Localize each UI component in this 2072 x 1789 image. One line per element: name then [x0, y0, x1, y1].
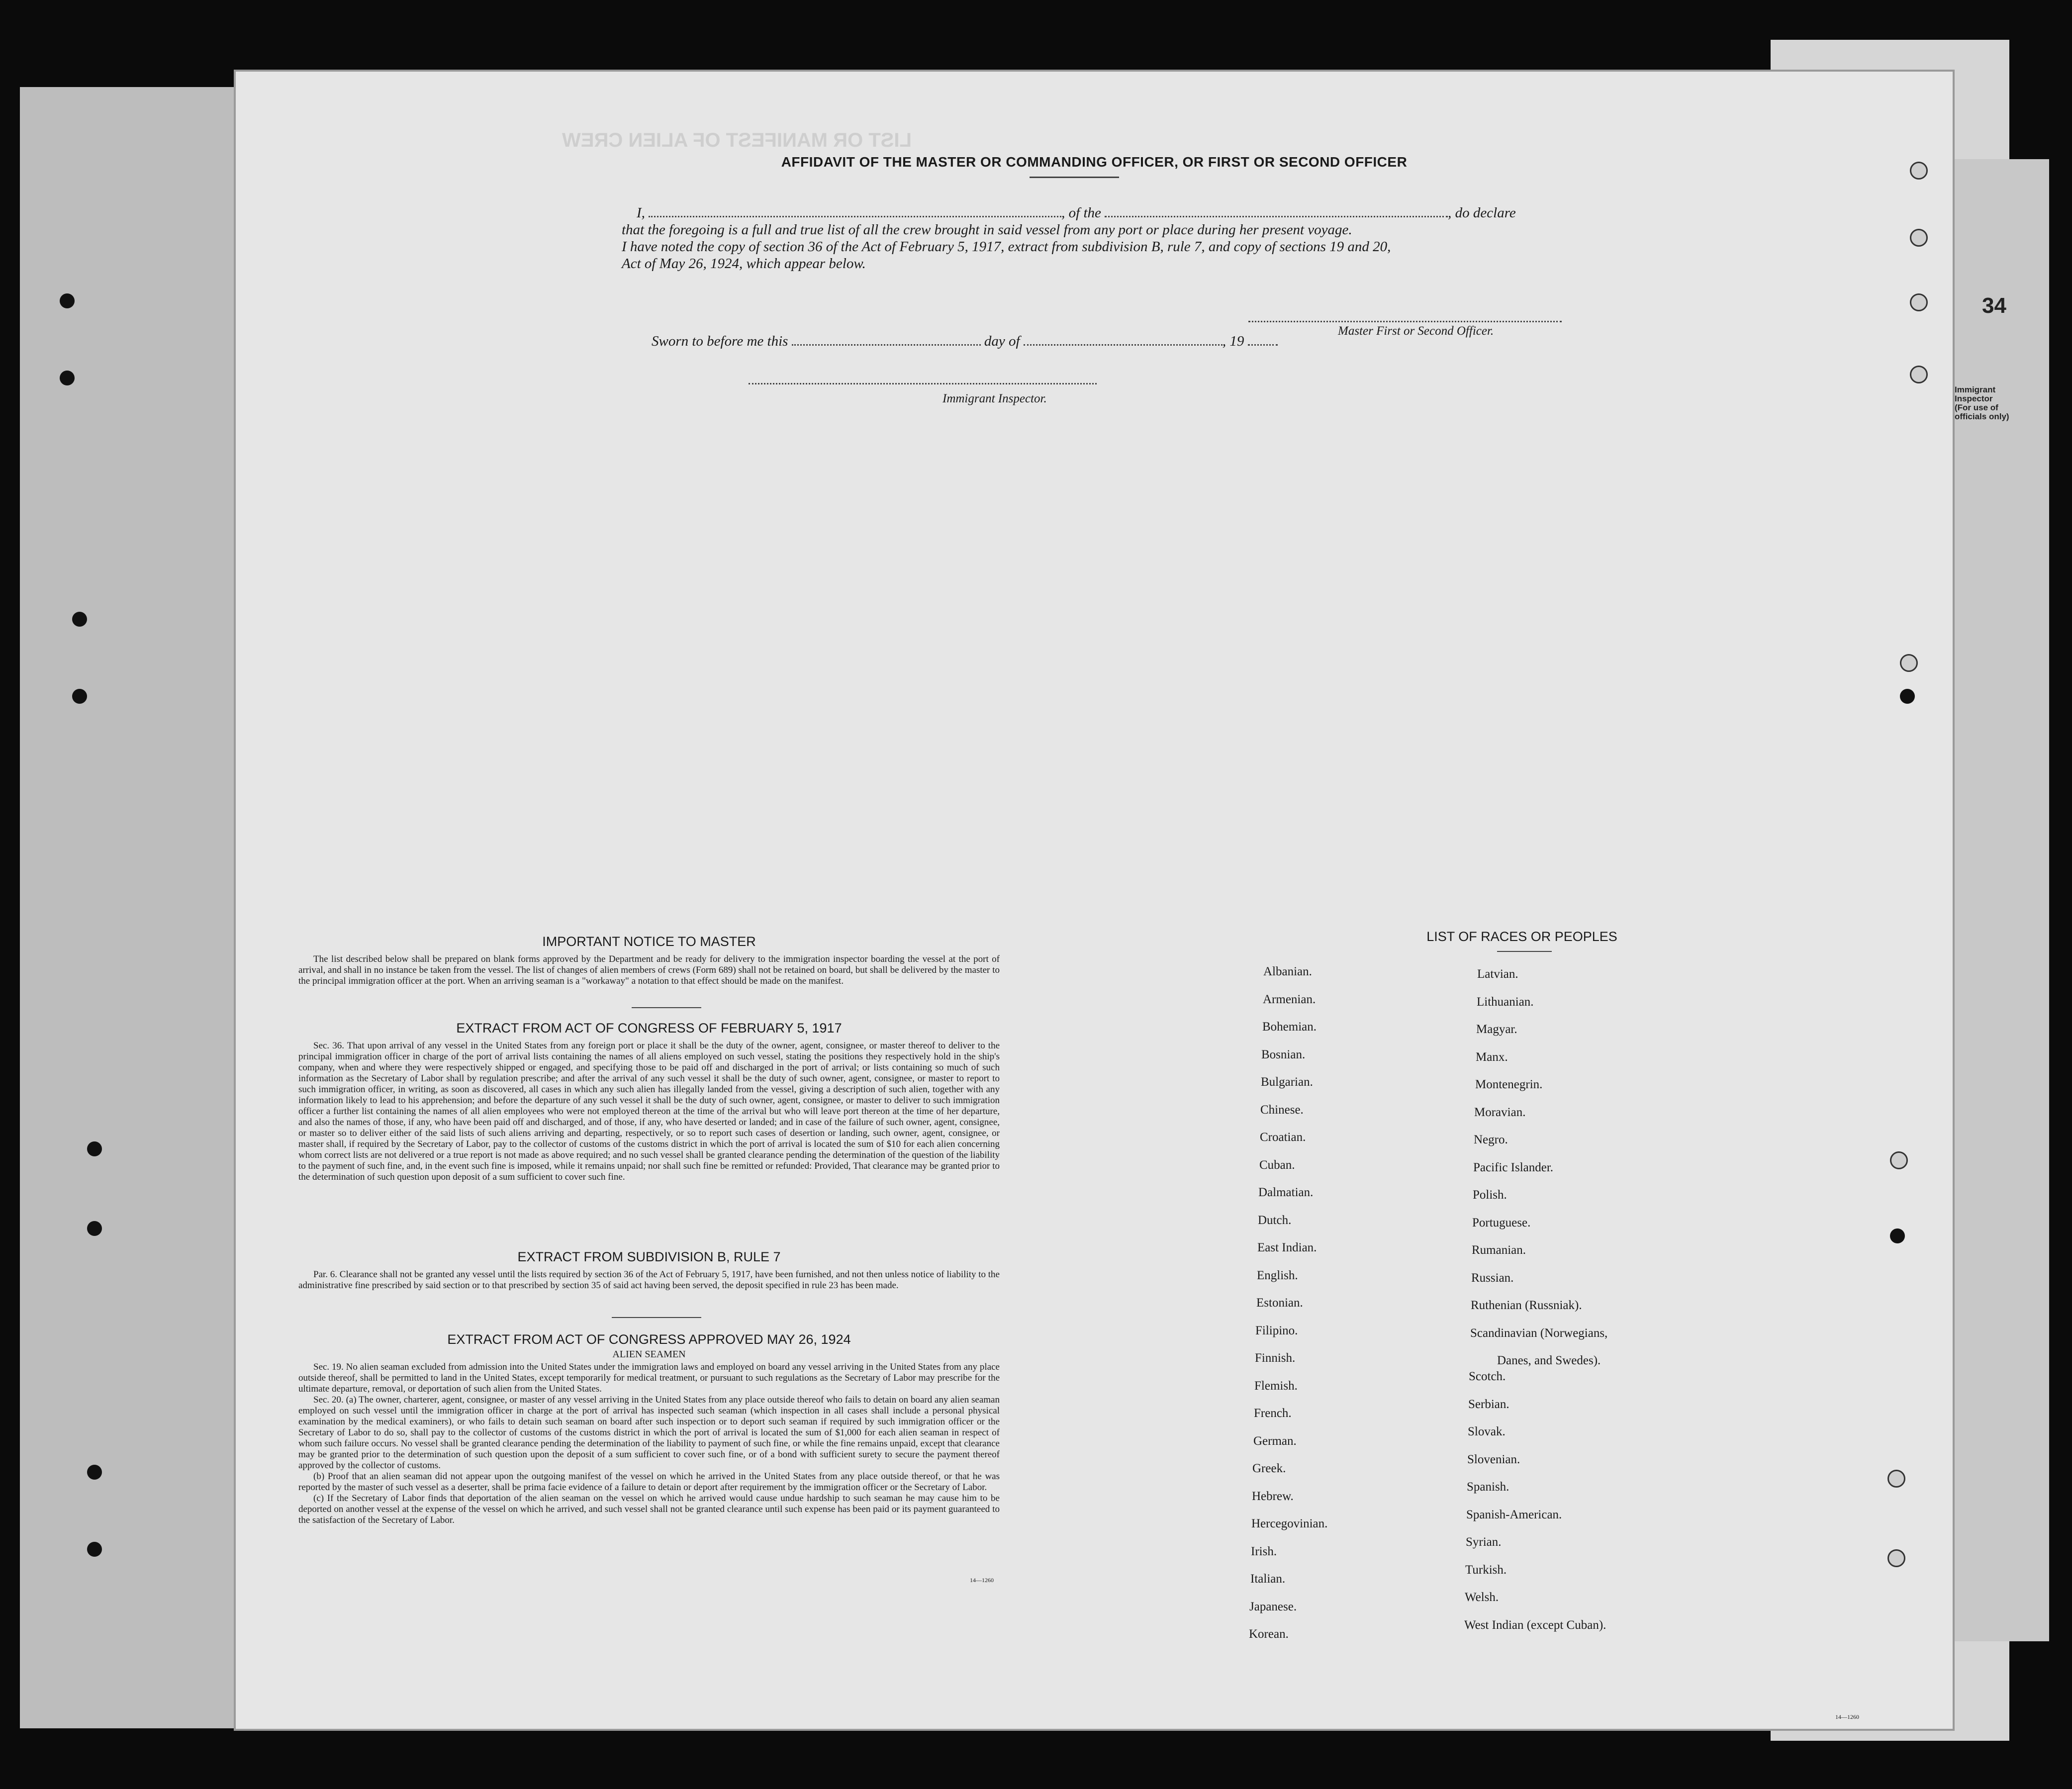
binder-hole-icon: [87, 1141, 102, 1156]
binder-hole-icon: [1900, 654, 1918, 672]
race-item: Croatian.: [1260, 1130, 1306, 1144]
underlying-page-edge: [1950, 159, 2049, 1641]
races-column-1: [1249, 965, 1442, 1741]
race-item: English.: [1257, 1268, 1298, 1282]
race-item: Italian.: [1250, 1572, 1286, 1586]
race-item: Cuban.: [1259, 1158, 1295, 1172]
notice-title: IMPORTANT NOTICE TO MASTER: [542, 934, 756, 949]
sec19-text: Sec. 19. No alien seaman excluded from admission into the United States under the immigration laws and employed on board any vessel arriving in the United States from any place outside thereof, shall be permitted to land in the United States, except temporarily for medical treatment, or pursuant to such regulations as the Secretary of Labor may prescribe for the ultimate departure, removal, or deportation of such alien from the United States.: [298, 1362, 1000, 1394]
binder-hole-icon: [87, 1542, 102, 1557]
title-rule: [1030, 177, 1119, 178]
race-item: Moravian.: [1474, 1105, 1526, 1119]
races-rule: [1497, 951, 1552, 952]
binder-hole-icon: [72, 689, 87, 704]
extract-1924-subtitle: ALIEN SEAMEN: [612, 1349, 686, 1360]
underlying-page-left: [20, 87, 254, 1728]
binder-hole-icon: [72, 612, 87, 627]
day-of-label: day of: [984, 333, 1020, 349]
binder-hole-icon: [60, 371, 75, 385]
race-item: Welsh.: [1465, 1591, 1499, 1604]
race-item: Serbian.: [1468, 1397, 1509, 1411]
race-item: Turkish.: [1465, 1563, 1507, 1577]
race-item: Irish.: [1251, 1544, 1277, 1558]
binder-hole-icon: [1890, 1151, 1908, 1169]
race-item: Ruthenian (Russniak).: [1471, 1299, 1582, 1312]
binder-hole-icon: [1910, 293, 1928, 311]
binder-hole-icon: [60, 293, 75, 308]
race-item: Bulgarian.: [1261, 1075, 1313, 1089]
binder-hole-icon: [87, 1221, 102, 1236]
race-item: Portuguese.: [1472, 1216, 1531, 1229]
master-signature-label: Master First or Second Officer.: [1338, 324, 1494, 338]
sec20a-text: Sec. 20. (a) The owner, charterer, agent, consignee, or master of any vessel arriving in the United States from any place outside thereof who fails to detain on board any alien seaman employed on such vessel until the immigration officer in charge at the port of arrival has inspected such seaman (which inspection in all cases shall include a personal physical examination by the medical examiners), or who fails to detain such seaman on board after such inspection or to deport such seaman if required by such immigration officer or the Secretary of Labor to do so, shall pay to the collector of customs of the customs district in which the port of arrival is located the sum of $1,000 for each alien seaman in respect of whom such failure occurs. No vessel shall be granted clearance pending the determination of the liability to payment of such fine, or while the fine remains unpaid, except that clearance may be granted prior to the determination of such question upon the deposit of a sum sufficient to cover such fine, or of a bond with sufficient surety to secure the payment thereof approved by the collector of customs.: [298, 1395, 1000, 1471]
race-item: Flemish.: [1254, 1379, 1298, 1393]
race-item: Danes, and Swedes).: [1497, 1354, 1601, 1367]
race-item: Latvian.: [1477, 967, 1518, 981]
of-the-label: , of the: [1061, 205, 1101, 221]
binder-hole-icon: [1887, 1549, 1905, 1567]
race-item: Magyar.: [1476, 1023, 1517, 1036]
race-item: Syrian.: [1466, 1535, 1502, 1549]
race-item: Polish.: [1473, 1188, 1507, 1202]
race-item: Finnish.: [1255, 1351, 1296, 1365]
race-item: Scandinavian (Norwegians,: [1470, 1326, 1608, 1340]
binder-hole-icon: [87, 1465, 102, 1480]
vessel-name-field[interactable]: [1105, 216, 1448, 217]
binder-hole-icon: [1910, 229, 1928, 247]
sworn-line: [652, 333, 1278, 350]
notice-body: The list described below shall be prepared on blank forms approved by the Department and be ready for delivery to the immigration inspector boarding the vessel at the port of arrival, and shall in no instance be taken from the vessel. The list of changes of alien members of crews (Form 689) shall not be retained on board, but shall be delivered by the master to the principal immigration officer at the port. When an arriving seaman is a "workaway" a notation to that effect should be made on the manifest.: [298, 954, 1000, 986]
affidavit-sheet: [234, 70, 1955, 1731]
rule7-rule: [612, 1317, 701, 1318]
extract-1924-body: [298, 1362, 1000, 1526]
master-name-field[interactable]: [649, 216, 1061, 217]
race-item: Dutch.: [1258, 1213, 1292, 1227]
bleed-through: LIST OR MANIFEST OF ALIEN CREW: [562, 129, 912, 151]
year-label: , 19: [1222, 333, 1244, 349]
inspector-label: Immigrant Inspector.: [942, 392, 1047, 405]
master-signature-field[interactable]: [1248, 321, 1562, 322]
edge-number: 34: [1982, 293, 2006, 318]
extract-form-number: 14—1260: [970, 1577, 994, 1584]
extract-1924-title: EXTRACT FROM ACT OF CONGRESS APPROVED MAY 26, 1924: [447, 1332, 851, 1347]
race-item: Hercegovinian.: [1251, 1517, 1328, 1530]
binder-hole-icon: [1890, 1228, 1905, 1243]
races-title: LIST OF RACES OR PEOPLES: [1426, 929, 1617, 944]
race-item: Pacific Islander.: [1473, 1160, 1554, 1174]
race-item: West Indian (except Cuban).: [1464, 1618, 1606, 1632]
race-item: Bohemian.: [1262, 1020, 1317, 1034]
race-item: Albanian.: [1263, 965, 1312, 978]
race-item: Japanese.: [1249, 1600, 1297, 1613]
declaration-line-1: [637, 205, 1516, 221]
sworn-year-field[interactable]: [1248, 344, 1278, 346]
sworn-month-field[interactable]: [1024, 344, 1223, 346]
edge-label: Immigrant Inspector (For use of officials only): [1955, 385, 2009, 421]
race-item: Scotch.: [1469, 1370, 1506, 1383]
sworn-day-field[interactable]: [792, 344, 981, 346]
sworn-label: Sworn to before me this: [652, 333, 788, 349]
race-item: Montenegrin.: [1475, 1078, 1543, 1091]
race-item: Dalmatian.: [1258, 1186, 1314, 1199]
race-item: French.: [1254, 1407, 1292, 1420]
affidavit-title: AFFIDAVIT OF THE MASTER OR COMMANDING OFFICER, OR FIRST OR SECOND OFFICER: [781, 154, 1408, 170]
race-item: Spanish.: [1467, 1480, 1509, 1494]
race-item: Estonian.: [1256, 1296, 1303, 1310]
race-item: Negro.: [1474, 1133, 1508, 1146]
race-item: Manx.: [1476, 1050, 1508, 1064]
rule7-body: Par. 6. Clearance shall not be granted any vessel until the lists required by section 36 of the Act of February 5, 1917, have been furnished, and not then unless notice of liability to the administrative fine prescribed by said section or to that prescribed by section 35 of said act having been served, the deposit specified in rule 23 has been made.: [298, 1269, 1000, 1291]
sec20b-text: (b) Proof that an alien seaman did not appear upon the outgoing manifest of the vessel on which he arrived in the United States from any place outside thereof, or that he was reported by the master of such vessel as a deserter, shall be prima facie evidence of a failure to detain or deport after requirement by the immigration officer or the Secretary of Labor.: [298, 1471, 1000, 1493]
race-item: Armenian.: [1263, 992, 1316, 1006]
race-item: Rumanian.: [1472, 1243, 1526, 1257]
binder-hole-icon: [1887, 1470, 1905, 1488]
races-column-2: [1464, 967, 1756, 1743]
race-item: Greek.: [1252, 1462, 1286, 1475]
race-item: East Indian.: [1257, 1241, 1317, 1254]
race-item: Filipino.: [1255, 1323, 1298, 1337]
declaration-line-2: that the foregoing is a full and true list of all the crew brought in said vessel from any port or place during her present voyage.: [622, 222, 1352, 238]
race-item: Bosnian.: [1261, 1047, 1306, 1061]
race-item: Hebrew.: [1252, 1489, 1294, 1503]
race-item: Slovak.: [1468, 1425, 1506, 1438]
sec20c-text: (c) If the Secretary of Labor finds that deportation of the alien seaman on the vessel on which he arrived would cause undue hardship to such seaman he may cause him to be deported on another vessel at the expense of the vessel on which he arrived, and such vessel shall not be granted clearance until such expense has been paid or its payment guaranteed to the satisfaction of the Secretary of Labor.: [298, 1493, 1000, 1525]
race-item: Chinese.: [1260, 1103, 1304, 1117]
declaration-line-4: Act of May 26, 1924, which appear below.: [622, 256, 866, 272]
race-item: Lithuanian.: [1477, 995, 1534, 1009]
inspector-signature-field[interactable]: [749, 383, 1097, 384]
race-item: Spanish-American.: [1466, 1507, 1562, 1521]
do-declare-label: , do declare: [1448, 205, 1516, 221]
extract-1917-body: Sec. 36. That upon arrival of any vessel in the United States from any foreign port or place it shall be the duty of the owner, agent, consignee, or master thereof to deliver to the principal immigration officer in charge of the port of arrival lists containing the names of all aliens employed on such vessel, stating the positions they respectively hold in the ship's company, when and where they were respectively shipped or engaged, and specifying those to be paid off and discharged in the port of arrival; or lists containing so much of such information as the Secretary of Labor shall by regulation prescribe; and after the arrival of any such vessel it shall be the duty of such owner, agent, consignee, or master to report to such immigration officer, in writing, as soon as discovered, all cases in which any such alien has illegally landed from the vessel, giving a description of such alien, together with any information likely to lead to his apprehension; and before the departure of any such vessel it shall be the duty of such owner, agent, consignee, or master to deliver to such immigration officer a further list containing the names of all alien employees who were not employed thereon at the time of the arrival but who will leave port thereon at the time of her departure, and also the names of those, if any, who have been paid off and discharged, and of those, if any, who have deserted or landed; and in case of the failure of such owner, agent, consignee, or master so to deliver either of the said lists of such aliens arriving and departing, respectively, or so to report such cases of desertion or landing, such owner, agent, consignee, or master shall, if required by the Secretary of Labor, pay to the collector of customs of the customs district in which the port of arrival is located the sum of $10 for each alien concerning whom correct lists are not delivered or a true report is not made as above required; and no such vessel shall be granted clearance pending the determination of the question of the liability to the payment of such fine, and, in the event such fine is imposed, while it remains unpaid; nor shall such fine be remitted or refunded: Provided, That clearance may be granted prior to the determination of such question upon deposit of a sum sufficient to cover such fine.: [298, 1040, 1000, 1182]
race-item: Korean.: [1249, 1627, 1289, 1641]
race-item: Slovenian.: [1467, 1452, 1520, 1466]
binder-hole-icon: [1910, 366, 1928, 383]
extract-1917-title: EXTRACT FROM ACT OF CONGRESS OF FEBRUARY 5, 1917: [456, 1021, 842, 1036]
notice-rule: [632, 1007, 701, 1008]
race-item: German.: [1253, 1434, 1297, 1448]
declaration-line-3: I have noted the copy of section 36 of the Act of February 5, 1917, extract from subdivision B, rule 7, and copy of sections 19 and 20,: [622, 239, 1391, 255]
race-item: Russian.: [1471, 1271, 1514, 1285]
rule7-title: EXTRACT FROM SUBDIVISION B, RULE 7: [517, 1249, 781, 1264]
declare-i: I,: [637, 205, 645, 221]
footer-form-number: 14—1260: [1835, 1713, 1859, 1720]
binder-hole-icon: [1900, 689, 1915, 704]
